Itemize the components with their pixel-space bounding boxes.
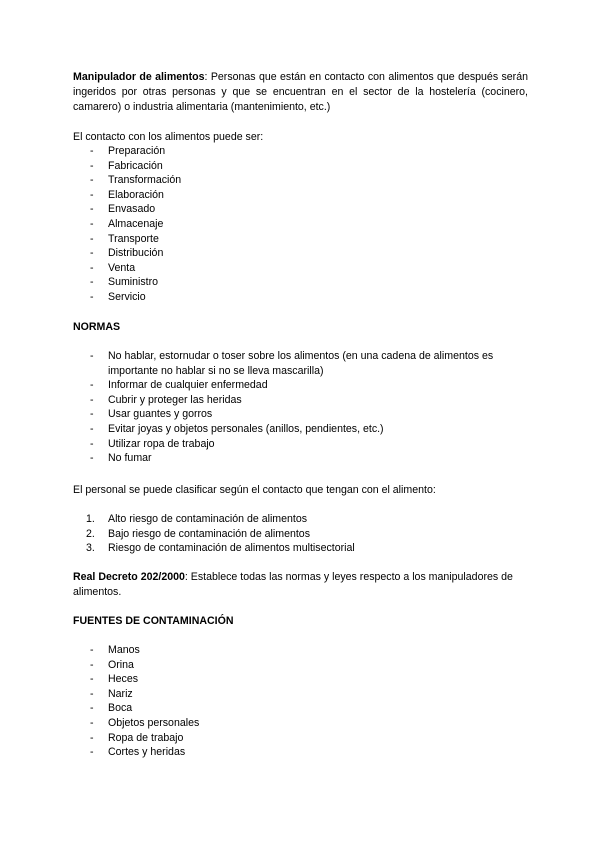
contact-list [73, 144, 528, 305]
list-item-text: Venta [108, 261, 136, 274]
list-marker: - [90, 350, 94, 362]
list-marker: - [90, 159, 94, 172]
list-marker: - [90, 188, 94, 201]
list-item-text: Nariz [108, 687, 133, 700]
fuentes-list [73, 643, 528, 760]
list-item-text: Orina [108, 658, 134, 671]
list-marker: - [90, 379, 94, 392]
decreto-text: : Establece todas las normas y leyes respecto a los manipuladores de alimentos. [73, 571, 513, 598]
list-item [73, 731, 528, 746]
list-marker: - [90, 247, 94, 260]
list-item [73, 643, 528, 658]
list-item [73, 527, 528, 542]
list-item [73, 202, 528, 217]
list-marker: 1. [86, 513, 95, 525]
list-marker: - [90, 658, 94, 671]
list-item [73, 407, 528, 422]
list-item [73, 290, 528, 305]
list-item [73, 393, 528, 408]
list-marker: - [90, 673, 94, 686]
list-item-text: Riesgo de contaminación de alimentos multisectorial [108, 542, 355, 555]
list-item [73, 422, 528, 437]
list-item [73, 246, 528, 261]
list-item [73, 687, 528, 702]
list-item [73, 745, 528, 760]
contact-lead: El contacto con los alimentos puede ser: [73, 131, 264, 143]
list-item-text: Cubrir y proteger las heridas [108, 393, 242, 406]
list-item [73, 512, 528, 527]
list-item-text: Envasado [108, 203, 156, 216]
list-item-text: Bajo riesgo de contaminación de alimentos [108, 527, 310, 540]
normas-list [73, 349, 528, 466]
list-item [73, 716, 528, 731]
list-item [73, 159, 528, 174]
list-item [73, 232, 528, 247]
list-marker: - [90, 437, 94, 450]
list-marker: - [90, 422, 94, 435]
list-item [73, 173, 528, 188]
list-marker: - [90, 145, 94, 157]
intro-text: : Personas que están en contacto con alimentos que después serán ingeridos por otras personas y que se encuentran en el sector de la hostelería (cocinero, camarero) o industria alimentaria (mantenimiento, etc.) [73, 71, 528, 113]
list-item-text: Preparación [108, 145, 166, 157]
list-item-text: Ropa de trabajo [108, 731, 184, 744]
list-item-text: Suministro [108, 276, 159, 289]
list-item-text: Boca [108, 702, 133, 715]
list-item [73, 437, 528, 452]
decreto-paragraph [73, 570, 528, 600]
list-item [73, 144, 528, 159]
list-marker: - [90, 452, 94, 465]
list-item-text: Fabricación [108, 159, 163, 172]
list-item-text: Evitar joyas y objetos personales (anillos, pendientes, etc.) [108, 422, 384, 435]
list-marker: - [90, 731, 94, 744]
list-item-text: Elaboración [108, 188, 164, 201]
list-marker: 3. [86, 542, 95, 555]
list-item-text: Servicio [108, 290, 146, 303]
list-item-text: No fumar [108, 452, 152, 465]
list-marker: - [90, 746, 94, 759]
list-item-text: Informar de cualquier enfermedad [108, 379, 268, 392]
list-marker: - [90, 716, 94, 729]
list-item-text: Utilizar ropa de trabajo [108, 437, 215, 450]
list-item-text: Usar guantes y gorros [108, 408, 213, 421]
list-marker: - [90, 687, 94, 700]
list-item-text: No hablar, estornudar o toser sobre los alimentos (en una cadena de alimentos es importante no hablar si no se lleva mascarilla) [108, 350, 494, 377]
list-item [73, 378, 528, 393]
list-item [73, 701, 528, 716]
list-marker: - [90, 290, 94, 303]
list-marker: - [90, 232, 94, 245]
normas-heading: NORMAS [73, 321, 121, 333]
list-item [73, 275, 528, 290]
list-item-text: Objetos personales [108, 716, 200, 729]
list-marker: - [90, 217, 94, 230]
fuentes-heading: FUENTES DE CONTAMINACIÓN [73, 615, 234, 627]
list-marker: 2. [86, 527, 95, 540]
list-marker: - [90, 261, 94, 274]
list-item [73, 451, 528, 466]
list-marker: - [90, 644, 94, 656]
list-marker: - [90, 174, 94, 187]
list-item [73, 188, 528, 203]
list-item [73, 261, 528, 276]
list-marker: - [90, 702, 94, 715]
list-item-text: Distribución [108, 247, 164, 260]
list-item [73, 541, 528, 556]
clasificacion-lead: El personal se puede clasificar según el contacto que tengan con el alimento: [73, 484, 436, 496]
list-item-text: Almacenaje [108, 217, 164, 230]
list-item [73, 658, 528, 673]
list-item-text: Alto riesgo de contaminación de alimentos [108, 513, 308, 525]
list-marker: - [90, 203, 94, 216]
list-item [73, 217, 528, 232]
list-marker: - [90, 393, 94, 406]
list-item-text: Heces [108, 673, 139, 686]
list-item-text: Cortes y heridas [108, 746, 186, 759]
list-item-text: Transformación [108, 174, 182, 187]
intro-paragraph [73, 70, 528, 114]
decreto-term: Real Decreto 202/2000 [73, 571, 185, 583]
list-item [73, 349, 528, 378]
list-marker: - [90, 276, 94, 289]
list-item [73, 672, 528, 687]
list-marker: - [90, 408, 94, 421]
clasificacion-list [73, 512, 528, 556]
list-item-text: Manos [108, 644, 140, 656]
intro-term: Manipulador de alimentos [73, 71, 205, 83]
list-item-text: Transporte [108, 232, 159, 245]
